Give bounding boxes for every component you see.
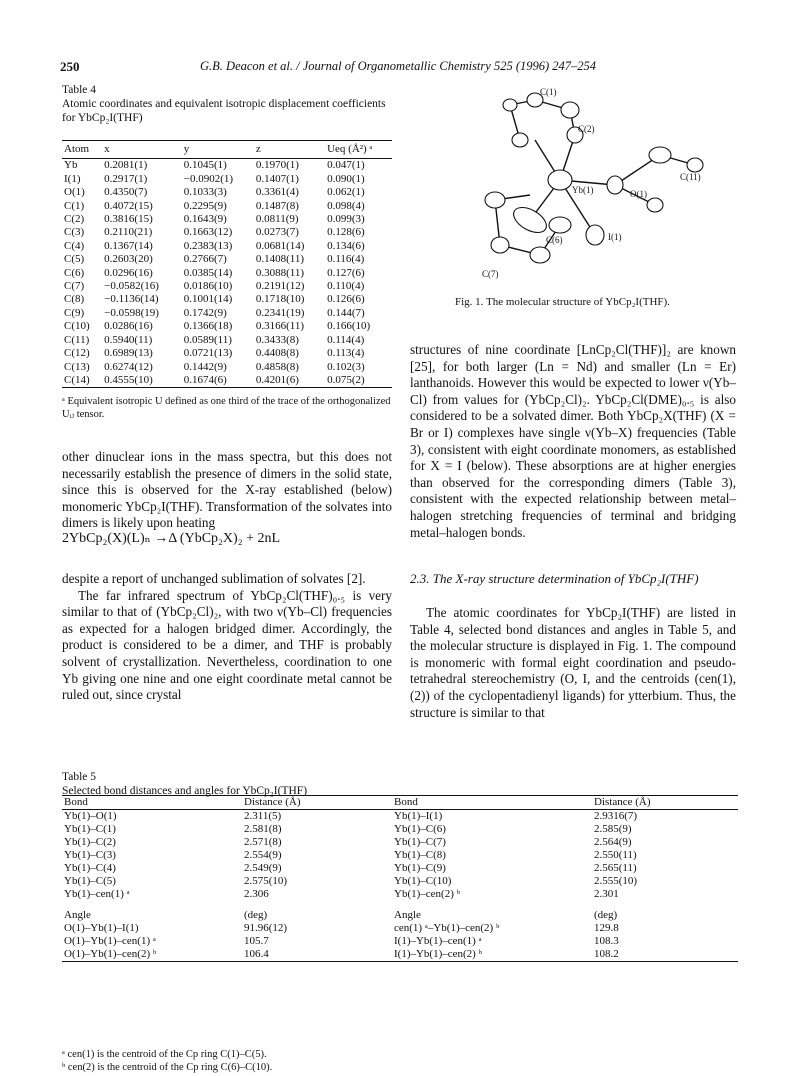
table-cell: 0.144(7) <box>327 306 365 319</box>
table5-angle-header <box>62 901 738 922</box>
table-cell: 0.1045(1) <box>183 159 227 172</box>
table-cell: Yb(1)–C(5) <box>64 875 116 887</box>
table4-header: Ueq (Å²) ᵃ <box>327 143 373 155</box>
table-row <box>62 888 738 901</box>
table-row <box>62 334 392 347</box>
table-cell: 0.1367(14) <box>104 239 153 252</box>
table-cell: 0.116(4) <box>327 253 365 266</box>
table-cell: 0.2191(12) <box>255 280 305 293</box>
table-cell: C(5) <box>64 253 85 266</box>
table-cell: C(4) <box>64 239 85 252</box>
table4-header: x <box>104 143 110 155</box>
table-cell: Yb(1)–C(1) <box>64 823 116 835</box>
table4 <box>62 140 392 388</box>
table-cell: Yb(1)–C(4) <box>64 862 116 874</box>
label-yb1: Yb(1) <box>572 185 594 195</box>
table-cell: 2.549(9) <box>244 862 282 874</box>
table-cell: 0.2341(19) <box>255 306 305 319</box>
table-row <box>62 948 738 962</box>
table5-header: Distance (Å) <box>594 796 651 808</box>
table-cell: 0.4201(6) <box>255 373 299 386</box>
table-cell: 0.4072(15) <box>104 199 153 212</box>
table-cell: Yb(1)–C(8) <box>394 849 446 861</box>
table-cell: 0.126(6) <box>327 293 365 306</box>
table-cell: 2.550(11) <box>594 849 637 861</box>
table-row <box>62 823 738 836</box>
table-cell: 0.0589(11) <box>183 333 232 346</box>
table-cell: 108.2 <box>594 948 619 960</box>
table-row <box>62 810 738 824</box>
table-cell: 0.1407(1) <box>255 172 299 185</box>
table-cell: 0.166(10) <box>327 320 371 333</box>
label-i1: I(1) <box>608 232 622 242</box>
table-cell: 0.0186(10) <box>183 280 233 293</box>
table-cell: C(7) <box>64 280 85 293</box>
table-cell: 129.8 <box>594 922 619 934</box>
table-cell: O(1) <box>64 186 85 199</box>
table-cell: 0.0273(7) <box>255 226 299 239</box>
table-row <box>62 347 392 360</box>
table-cell: Yb(1)–C(3) <box>64 849 116 861</box>
table5 <box>62 795 738 962</box>
figure-caption: Fig. 1. The molecular structure of YbCp₂I(THF). <box>455 296 670 308</box>
right-column-paragraph-1: structures of nine coordinate [LnCp₂Cl(THF)]₂ are known [25], for both larger (Ln = Nd) and smaller (Ln = Er) lanthanoids. However this would be expected to lower ν(Yb–Cl) from values for (YbCp₂Cl)₂. YbCp₂Cl(DME)₀.₅ is also considered to be a solvated dimer. Both YbCp₂X(THF) (X = Br or I) complexes have single ν(Yb–X) frequencies (Table 3), consistent with eight coordinate monomers, as established for X = I (below). These absorptions are at higher energies than observed for the corresponding dimers (Table 3), consistent with the expected relationship between metal–halogen stretching frequencies of terminal and bridging metal–halogen bonds. <box>410 342 736 540</box>
table-cell: 0.1742(9) <box>183 306 227 319</box>
table-cell: 0.4858(8) <box>255 360 299 373</box>
table-cell: 2.9316(7) <box>594 810 638 822</box>
table-cell: 0.0811(9) <box>255 213 299 226</box>
table5-angle-header-cell: Angle <box>394 909 421 921</box>
table-row <box>62 253 392 266</box>
table-row <box>62 186 392 199</box>
label-c2: C(2) <box>578 124 595 134</box>
molecular-structure-figure <box>440 85 740 285</box>
left-column-paragraph-2: despite a report of unchanged sublimation of solvates [2]. <box>62 571 366 586</box>
table5-angle-header-cell: (deg) <box>244 909 268 921</box>
table-row <box>62 307 392 320</box>
table-cell: 0.127(6) <box>327 266 365 279</box>
table-row <box>62 159 392 173</box>
table-cell: 0.0385(14) <box>183 266 233 279</box>
running-head: G.B. Deacon et al. / Journal of Organometallic Chemistry 525 (1996) 247–254 <box>200 59 597 73</box>
table-cell: 2.585(9) <box>594 823 632 835</box>
table-cell: 2.581(8) <box>244 823 282 835</box>
label-c1: C(1) <box>540 87 557 97</box>
table-cell: 0.3361(4) <box>255 186 299 199</box>
table-cell: 0.2603(20) <box>104 253 153 266</box>
page-number: 250 <box>60 59 80 74</box>
table-cell: 0.3166(11) <box>255 320 305 333</box>
table-cell: 2.564(9) <box>594 836 632 848</box>
table-cell: C(6) <box>64 266 85 279</box>
table-cell: 2.306 <box>244 888 269 900</box>
table4-caption-block <box>62 83 392 125</box>
table-cell: 0.3816(15) <box>104 213 153 226</box>
table4-header: z <box>255 143 261 155</box>
table-cell: 0.128(6) <box>327 226 365 239</box>
table-cell: C(3) <box>64 226 85 239</box>
table-row <box>62 200 392 213</box>
table5-caption-block <box>62 770 307 798</box>
table-cell: 0.4555(10) <box>104 373 153 386</box>
table-cell: 0.4408(8) <box>255 347 299 360</box>
label-c6: C(6) <box>546 235 563 245</box>
table-cell: Yb(1)–C(6) <box>394 823 446 835</box>
table-cell: 0.1408(11) <box>255 253 305 266</box>
left-column-paragraphs <box>62 571 392 704</box>
table-cell: I(1)–Yb(1)–cen(1) ᵃ <box>394 935 482 947</box>
table-cell: O(1)–Yb(1)–cen(2) ᵇ <box>64 948 157 960</box>
table-cell: 0.1718(10) <box>255 293 305 306</box>
table-cell: C(12) <box>64 347 90 360</box>
table-cell: 0.1001(14) <box>183 293 233 306</box>
table-row <box>62 280 392 293</box>
table-cell: 0.047(1) <box>327 159 365 172</box>
table-cell: C(10) <box>64 320 90 333</box>
table-cell: 108.3 <box>594 935 619 947</box>
table-cell: Yb(1)–C(10) <box>394 875 452 887</box>
table-cell: −0.0902(1) <box>183 172 234 185</box>
table-cell: 0.4350(7) <box>104 186 148 199</box>
table-cell: 105.7 <box>244 935 269 947</box>
table-cell: Yb(1)–C(9) <box>394 862 446 874</box>
table-cell: Yb <box>64 159 78 172</box>
table-cell: 0.114(4) <box>327 333 365 346</box>
table-cell: −0.1136(14) <box>104 293 159 306</box>
table-cell: 0.0681(14) <box>255 239 305 252</box>
label-c7: C(7) <box>482 269 499 279</box>
table-cell: 0.113(4) <box>327 347 365 360</box>
table-cell: 0.0286(16) <box>104 320 153 333</box>
table-cell: 2.311(5) <box>244 810 282 822</box>
table-row <box>62 922 738 935</box>
table-cell: 0.1674(6) <box>183 373 227 386</box>
table-cell: I(1)–Yb(1)–cen(2) ᵇ <box>394 948 483 960</box>
label-o1: O(1) <box>630 189 647 199</box>
table-row <box>62 173 392 186</box>
table5-header: Distance (Å) <box>244 796 301 808</box>
table-cell: 0.1442(9) <box>183 360 227 373</box>
table-cell: 0.075(2) <box>327 373 365 386</box>
table-cell: 2.575(10) <box>244 875 288 887</box>
table-cell: C(11) <box>64 333 90 346</box>
table-cell: 0.1033(3) <box>183 186 227 199</box>
right-column-paragraph-2: The atomic coordinates for YbCp₂I(THF) are listed in Table 4, selected bond distances and angles in Table 5, and the molecular structure is displayed in Fig. 1. The compound is monomeric with formal eight coordination and pseudo-tetrahedral stereochemistry (O, I, and the centroids (cen(1), (2)) of the cyclopentadienyl ligands) for ytterbium. Thus, the structure is similar to that <box>410 605 736 720</box>
table4-footnote: ᵃ Equivalent isotropic U defined as one third of the trace of the orthogonalized Uᵢⱼ tensor. <box>62 396 391 420</box>
table-row <box>62 267 392 280</box>
table-cell: 106.4 <box>244 948 269 960</box>
table-row <box>62 226 392 239</box>
table-cell: 0.2766(7) <box>183 253 227 266</box>
table4-header: Atom <box>64 143 90 155</box>
table-cell: 2.571(8) <box>244 836 282 848</box>
table-cell: 0.090(1) <box>327 172 365 185</box>
table-row <box>62 320 392 333</box>
equation: 2YbCp₂(X)(L)ₙ →Δ (YbCp₂X)₂ + 2nL <box>62 531 281 546</box>
table-cell: 0.0721(13) <box>183 347 233 360</box>
table-row <box>62 875 738 888</box>
table-row <box>62 374 392 388</box>
table-cell: 0.5940(11) <box>104 333 153 346</box>
table-cell: 2.555(10) <box>594 875 638 887</box>
table5-caption: Selected bond distances and angles for YbCp₂I(THF) <box>62 785 308 797</box>
table4-caption: Atomic coordinates and equivalent isotropic displacement coefficients for YbCp₂I(THF) <box>62 98 386 124</box>
table-cell: 0.0296(16) <box>104 266 153 279</box>
table-cell: 2.554(9) <box>244 849 282 861</box>
table-cell: O(1)–Yb(1)–cen(1) ᵃ <box>64 935 156 947</box>
table-cell: 0.2383(13) <box>183 239 233 252</box>
table-row <box>62 240 392 253</box>
table-cell: 0.134(6) <box>327 239 365 252</box>
table-cell: C(8) <box>64 293 85 306</box>
table-cell: −0.0582(16) <box>104 280 159 293</box>
table-row <box>62 862 738 875</box>
table-row <box>62 935 738 948</box>
table-cell: cen(1) ᵃ–Yb(1)–cen(2) ᵇ <box>394 922 500 934</box>
table-row <box>62 849 738 862</box>
table-cell: 0.6989(13) <box>104 347 153 360</box>
left-column-paragraph-1: other dinuclear ions in the mass spectra, but this does not necessarily establish the presence of dimers in the solid state, since this is observed for the X-ray established (below) monomeric YbCp₂I(THF). Transformation of the solvates into dimers is likely upon heating <box>62 449 392 531</box>
section-heading: 2.3. The X-ray structure determination of YbCp₂I(THF) <box>410 571 699 586</box>
table5-header: Bond <box>64 796 88 808</box>
table-cell: 0.1366(18) <box>183 320 233 333</box>
table-cell: 0.3433(8) <box>255 333 299 346</box>
table-cell: 0.1643(9) <box>183 213 227 226</box>
table-cell: 0.2295(9) <box>183 199 227 212</box>
table-cell: 0.110(4) <box>327 280 365 293</box>
table-cell: 0.1487(8) <box>255 199 299 212</box>
table5-footnote-a: ᵃ cen(1) is the centroid of the Cp ring C(1)–C(5). <box>62 1049 267 1060</box>
table-row <box>62 836 738 849</box>
table5-label: Table 5 <box>62 771 97 783</box>
table5-header: Bond <box>394 796 418 808</box>
table-cell: 2.301 <box>594 888 619 900</box>
table-cell: Yb(1)–cen(1) ᵃ <box>64 888 130 900</box>
table-cell: Yb(1)–C(2) <box>64 836 116 848</box>
table5-footnote-b: ᵇ cen(2) is the centroid of the Cp ring C(6)–C(10). <box>62 1062 273 1073</box>
table-cell: 2.565(11) <box>594 862 637 874</box>
table-cell: −0.0598(19) <box>104 306 159 319</box>
table-cell: Yb(1)–I(1) <box>394 810 443 822</box>
table-cell: 0.2110(21) <box>104 226 153 239</box>
table-cell: 0.6274(12) <box>104 360 153 373</box>
table-cell: Yb(1)–cen(2) ᵇ <box>394 888 461 900</box>
table-row <box>62 361 392 374</box>
table-cell: C(1) <box>64 199 85 212</box>
table-cell: 0.099(3) <box>327 213 365 226</box>
table-cell: C(14) <box>64 373 90 386</box>
table-cell: 0.062(1) <box>327 186 365 199</box>
table4-label: Table 4 <box>62 84 97 96</box>
table-cell: C(9) <box>64 306 85 319</box>
table4-header: y <box>183 143 190 155</box>
table-cell: 0.3088(11) <box>255 266 305 279</box>
table-cell: I(1) <box>64 172 81 185</box>
table-cell: 91.96(12) <box>244 922 288 934</box>
table-row <box>62 293 392 306</box>
table-cell: O(1)–Yb(1)–I(1) <box>64 922 139 934</box>
label-c11: C(11) <box>680 172 701 182</box>
table-cell: Yb(1)–C(7) <box>394 836 446 848</box>
table-cell: Yb(1)–O(1) <box>64 810 117 822</box>
table-cell: 0.1663(12) <box>183 226 233 239</box>
table-cell: 0.2081(1) <box>104 159 148 172</box>
table5-footnotes <box>62 1048 738 1074</box>
table-cell: C(2) <box>64 213 85 226</box>
table5-angle-header-cell: Angle <box>64 909 91 921</box>
table-cell: 0.1970(1) <box>255 159 299 172</box>
table-row <box>62 213 392 226</box>
left-column-paragraph-3: The far infrared spectrum of YbCp₂Cl(THF)₀.₅ is very similar to that of (YbCp₂Cl)₂, with two ν(Yb–Cl) frequencies as expected for a halogen bridged dimer. Accordingly, the product is considered to be a dimer, and THF is probably solvent of crystallization. Nevertheless, coordination to one Yb giving one nine and one eight coordinate metal cannot be ruled out, since crystal <box>62 587 392 703</box>
table-cell: 0.2917(1) <box>104 172 148 185</box>
table-cell: 0.098(4) <box>327 199 365 212</box>
table-cell: C(13) <box>64 360 90 373</box>
table5-angle-header-cell: (deg) <box>594 909 618 921</box>
table-cell: 0.102(3) <box>327 360 365 373</box>
